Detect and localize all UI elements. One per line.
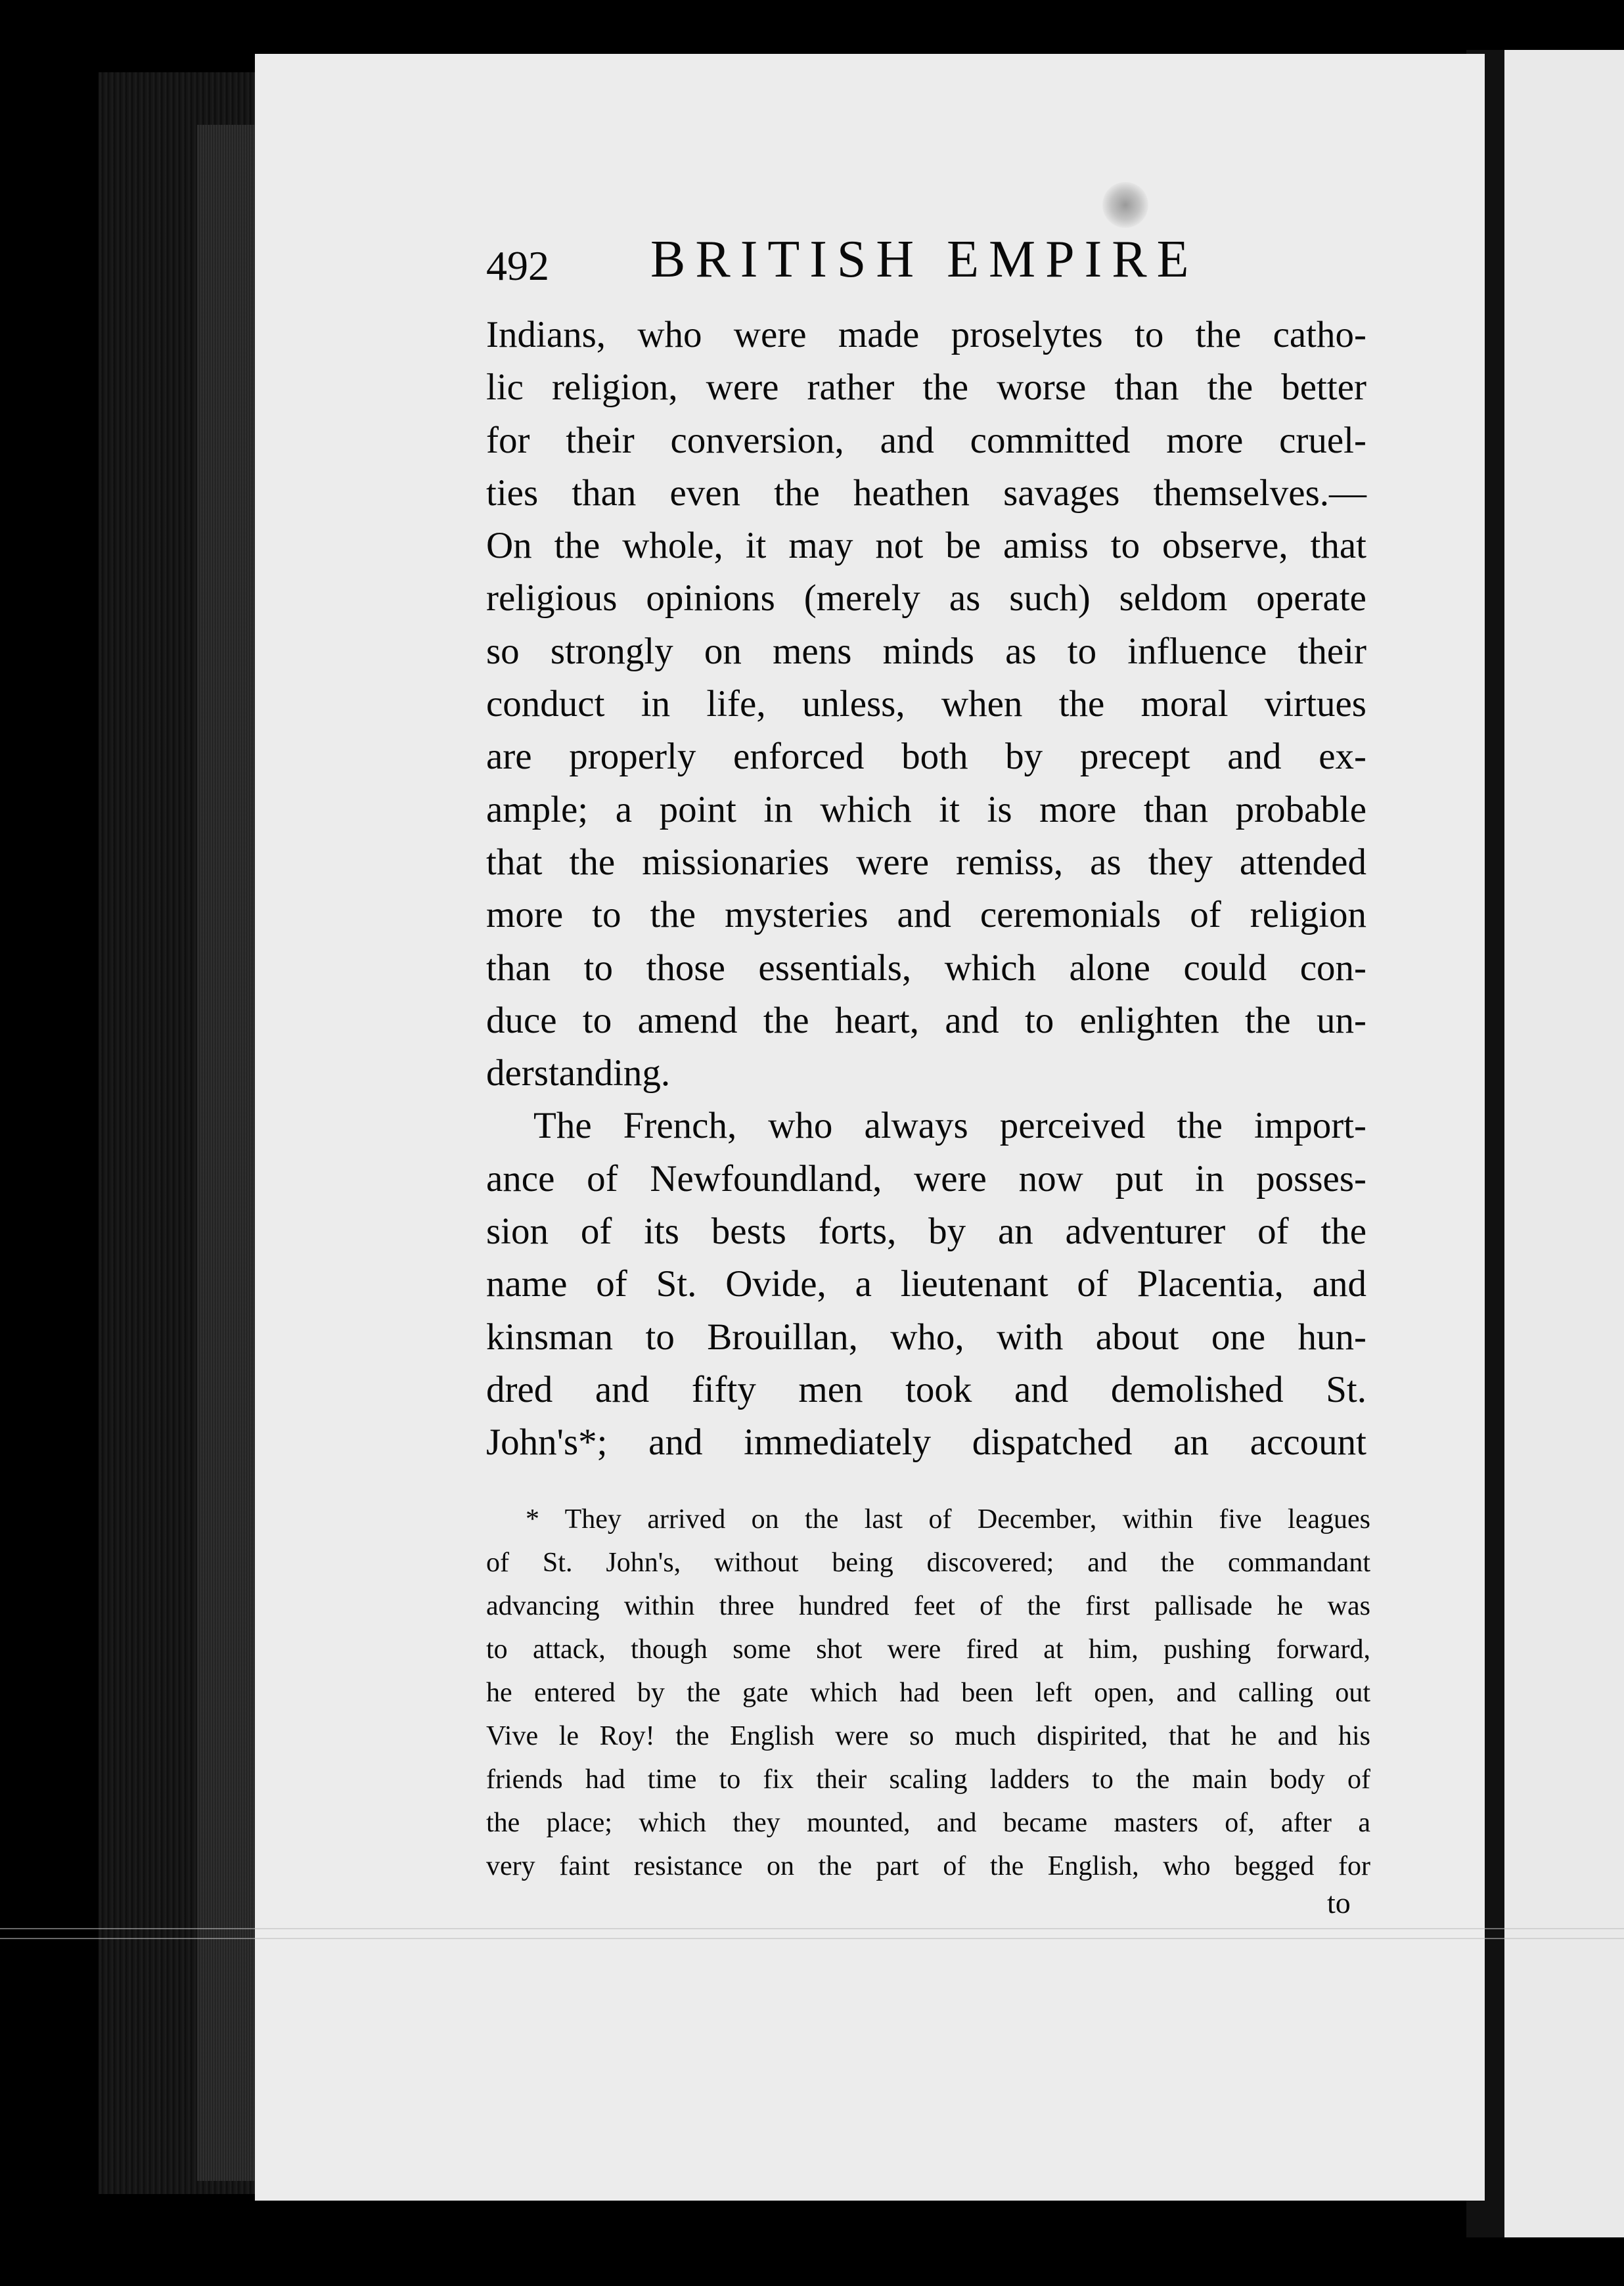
footnote-line: he entered by the gate which had been left open, and calling out bbox=[486, 1678, 1370, 1708]
text-line: religious opinions (merely as such) seldom operate bbox=[486, 577, 1366, 619]
footnote-line: to attack, though some shot were fired at him, pushing forward, bbox=[486, 1634, 1370, 1665]
page-header bbox=[486, 230, 1209, 302]
text-line: kinsman to Brouillan, who, with about one hun- bbox=[486, 1316, 1366, 1358]
facing-page bbox=[1504, 50, 1624, 2237]
page-edge-inner bbox=[197, 125, 263, 2181]
text-line: ance of Newfoundland, were now put in posses- bbox=[486, 1157, 1366, 1199]
text-line: dred and fifty men took and demolished St. bbox=[486, 1368, 1366, 1410]
text-line: duce to amend the heart, and to enlighten the un- bbox=[486, 999, 1366, 1041]
text-line: sion of its bests forts, by an adventurer of the bbox=[486, 1211, 1366, 1253]
text-line: so strongly on mens minds as to influence their bbox=[486, 630, 1366, 672]
text-line: are properly enforced both by precept and ex- bbox=[486, 736, 1366, 778]
footnote-line: the place; which they mounted, and became masters of, after a bbox=[486, 1808, 1370, 1838]
text-line: ample; a point in which it is more than probable bbox=[486, 788, 1366, 830]
running-head: BRITISH EMPIRE bbox=[650, 231, 1199, 288]
footnote bbox=[486, 1498, 1370, 1888]
footnote-line: * They arrived on the last of December, within five leagues bbox=[526, 1504, 1370, 1535]
catchword: to bbox=[1327, 1886, 1351, 1919]
text-line: that the missionaries were remiss, as they attended bbox=[486, 841, 1366, 883]
footnote-line: Vive le Roy! the English were so much dispirited, that he and his bbox=[486, 1721, 1370, 1751]
footnote-line: very faint resistance on the part of the English, who begged for bbox=[486, 1851, 1370, 1881]
text-line: ties than even the heathen savages themselves.— bbox=[486, 472, 1366, 514]
text-line: John's*; and immediately dispatched an account bbox=[486, 1422, 1366, 1464]
text-line: On the whole, it may not be amiss to observe, that bbox=[486, 525, 1366, 567]
text-line: more to the mysteries and ceremonials of religion bbox=[486, 894, 1366, 936]
text-line: name of St. Ovide, a lieutenant of Placentia, and bbox=[486, 1263, 1366, 1305]
text-line: derstanding. bbox=[486, 1052, 671, 1094]
text-line: Indians, who were made proselytes to the catho- bbox=[486, 314, 1366, 355]
text-line: than to those essentials, which alone could con- bbox=[486, 947, 1366, 989]
paragraph-2 bbox=[486, 1100, 1366, 1469]
footnote-line: friends had time to fix their scaling ladders to the main body of bbox=[486, 1764, 1370, 1795]
scan-line bbox=[0, 1938, 1624, 1939]
footnote-line: advancing within three hundred feet of the first pallisade he was bbox=[486, 1591, 1370, 1621]
body-text bbox=[486, 309, 1366, 1469]
ink-stain bbox=[1102, 182, 1148, 228]
text-line: conduct in life, unless, when the moral virtues bbox=[486, 683, 1366, 725]
text-line: The French, who always perceived the import- bbox=[533, 1105, 1366, 1147]
text-line: lic religion, were rather the worse than the better bbox=[486, 367, 1366, 409]
page-number: 492 bbox=[486, 242, 549, 289]
scan-line bbox=[0, 1928, 1624, 1929]
text-line: for their conversion, and committed more cruel- bbox=[486, 419, 1366, 461]
paragraph-1 bbox=[486, 309, 1366, 1100]
footnote-line: of St. John's, without being discovered; and the commandant bbox=[486, 1548, 1370, 1578]
